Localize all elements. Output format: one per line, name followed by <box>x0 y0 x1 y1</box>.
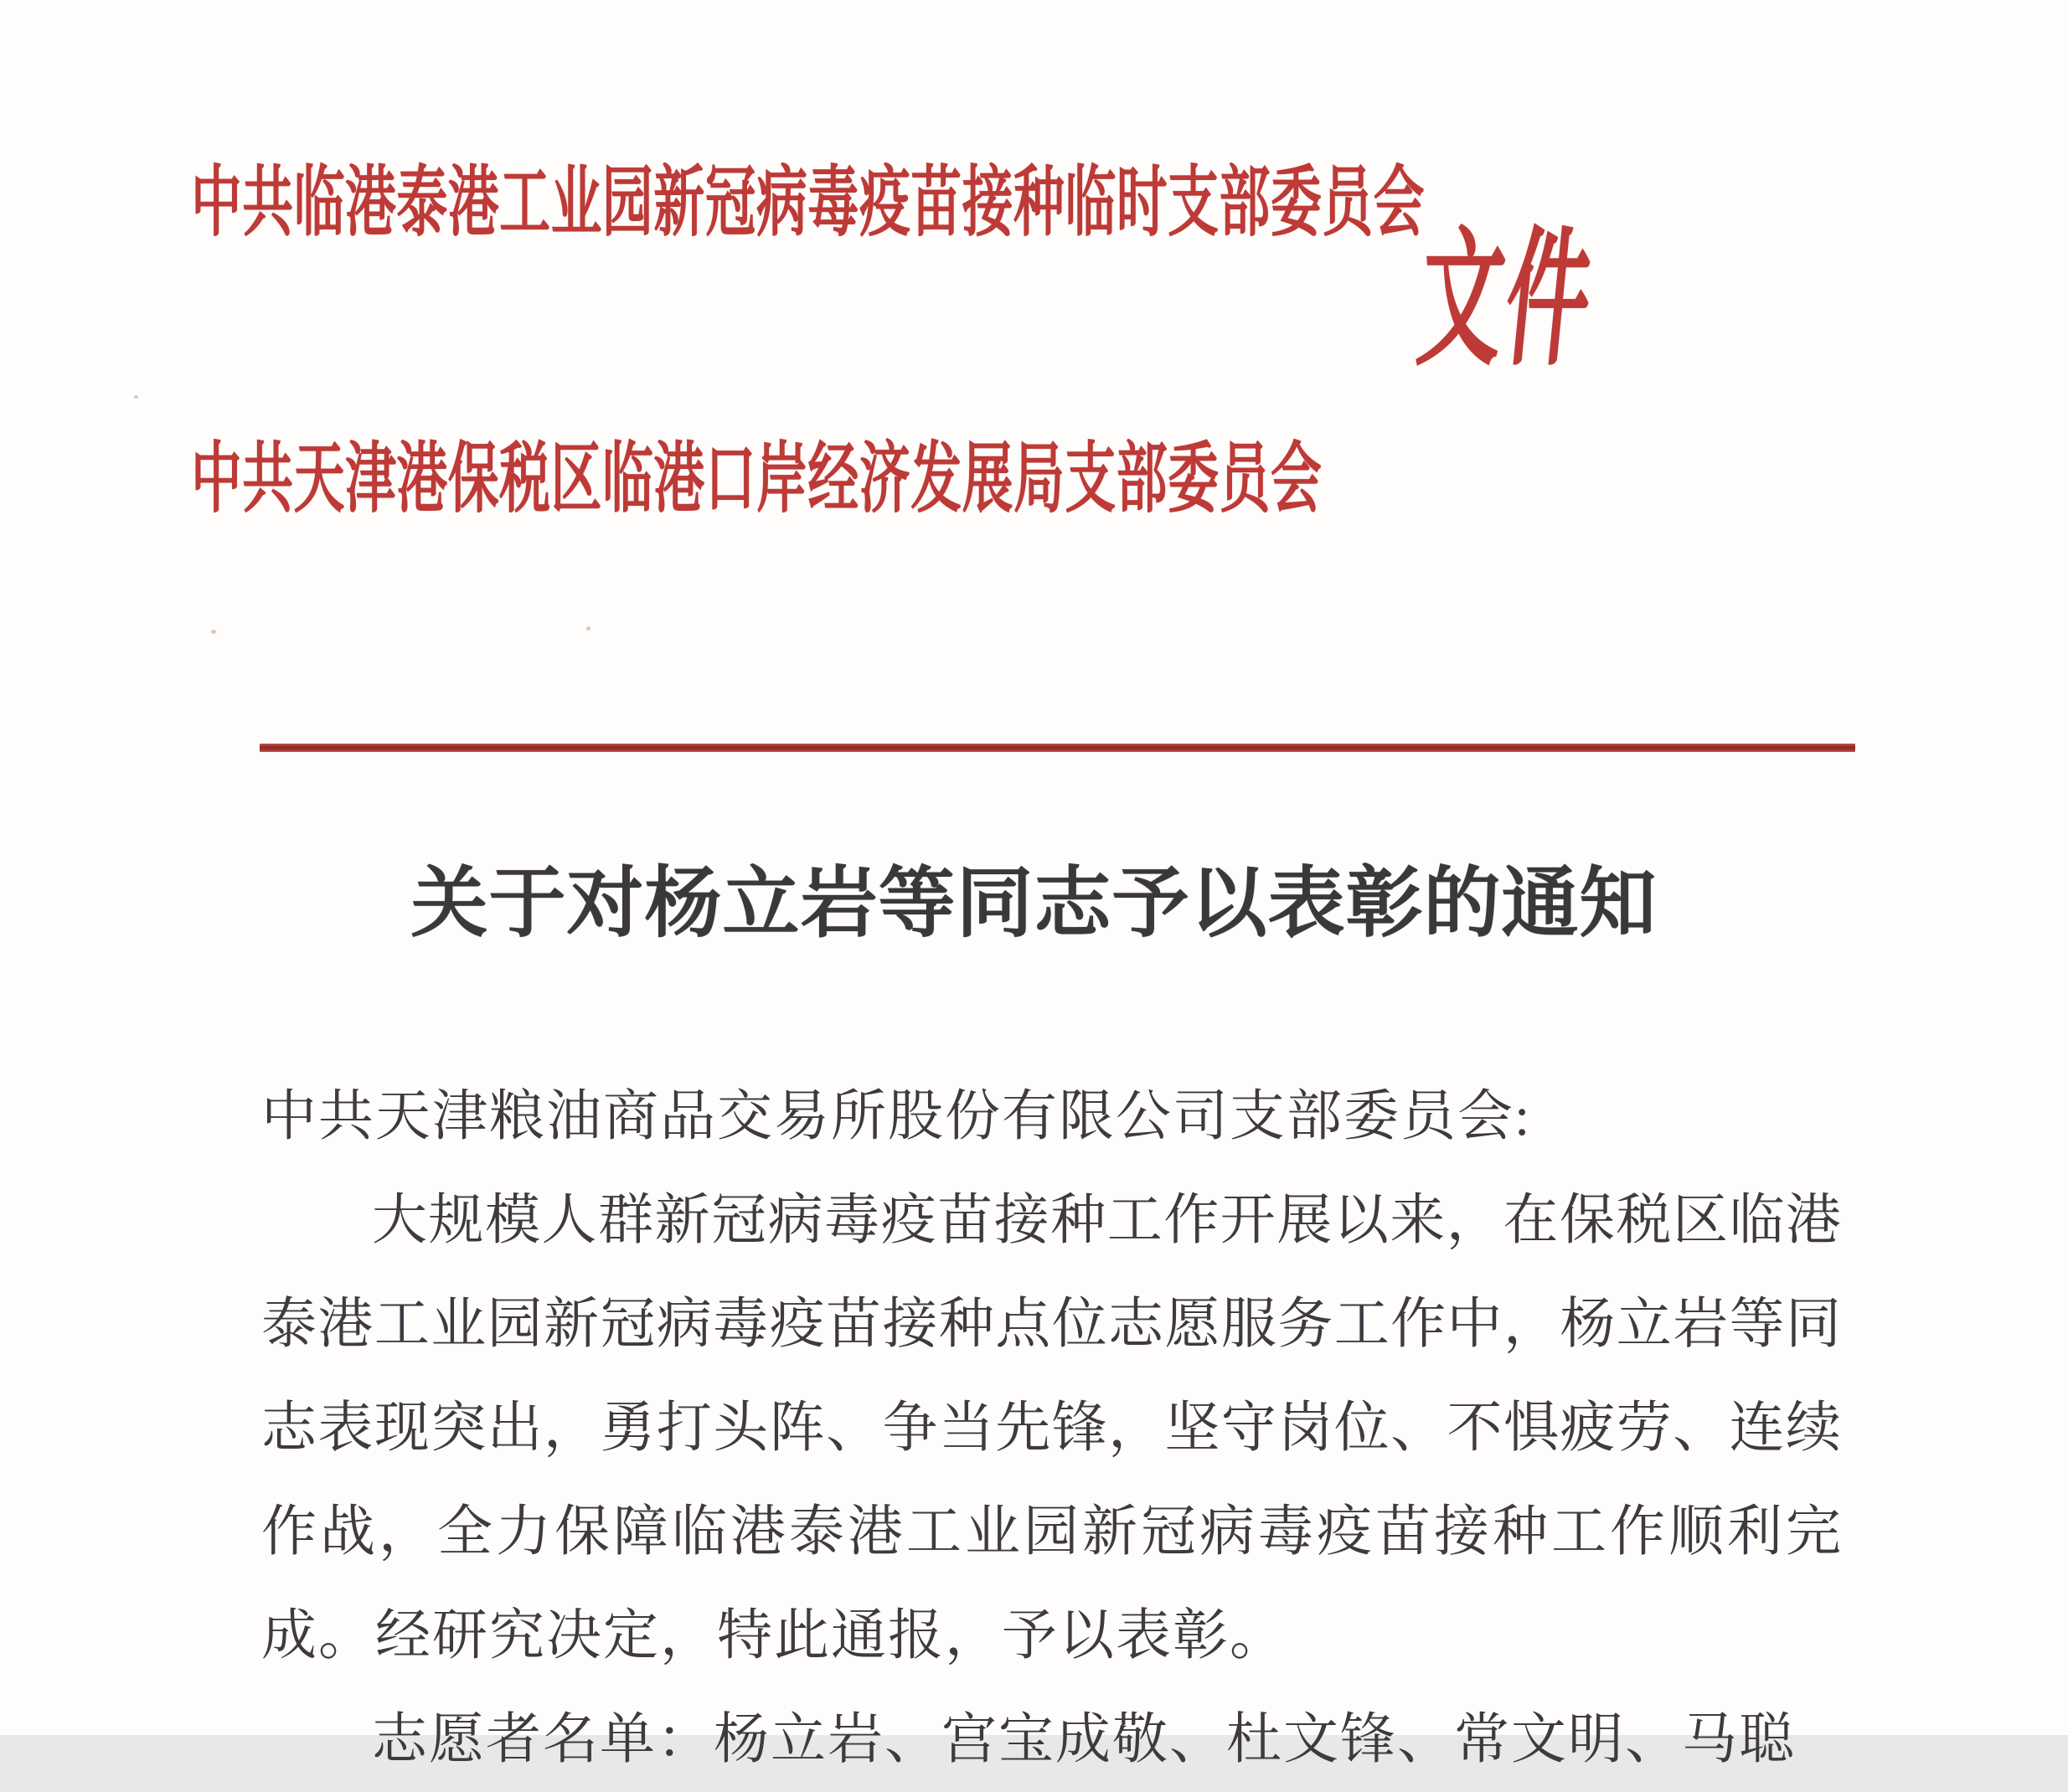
paragraph-line: 作战，全力保障临港泰港工业园新冠病毒疫苗接种工作顺利完 <box>261 1501 1841 1563</box>
salutation-line: 中共天津粮油商品交易所股份有限公司支部委员会: <box>261 1086 1532 1147</box>
letterhead-org-line-1: 中共临港泰港工业园新冠病毒疫苗接种临时支部委员会 <box>191 160 1426 245</box>
clipped-name-list-line: 志愿者名单：杨立岩、宫宝成敬、杜文锋、常文明、马聪 <box>372 1709 1796 1770</box>
red-divider-rule <box>260 744 1855 752</box>
paragraph-line: 泰港工业园新冠病毒疫苗接种点位志愿服务工作中，杨立岩等同 <box>261 1294 1841 1355</box>
paragraph-line: 志表现突出，勇打头阵、争当先锋，坚守岗位、不惧疲劳、连续 <box>261 1398 1841 1459</box>
paragraph-line: 大规模人群新冠病毒疫苗接种工作开展以来，在保税区临港 <box>372 1190 1841 1251</box>
scan-speck <box>586 626 590 631</box>
document-type-mark: 文件 <box>1411 218 1601 384</box>
document-body <box>261 1065 1841 1792</box>
paragraph-line: 成。经研究决定，特此通报，予以表彰。 <box>261 1605 1287 1666</box>
scan-speck <box>134 395 138 399</box>
scan-speck <box>211 630 216 634</box>
document-title: 关于对杨立岩等同志予以表彰的通知 <box>410 861 1658 946</box>
letterhead-org-line-2: 中共天津港保税区临港口岸经济发展局支部委员会 <box>191 436 1323 522</box>
